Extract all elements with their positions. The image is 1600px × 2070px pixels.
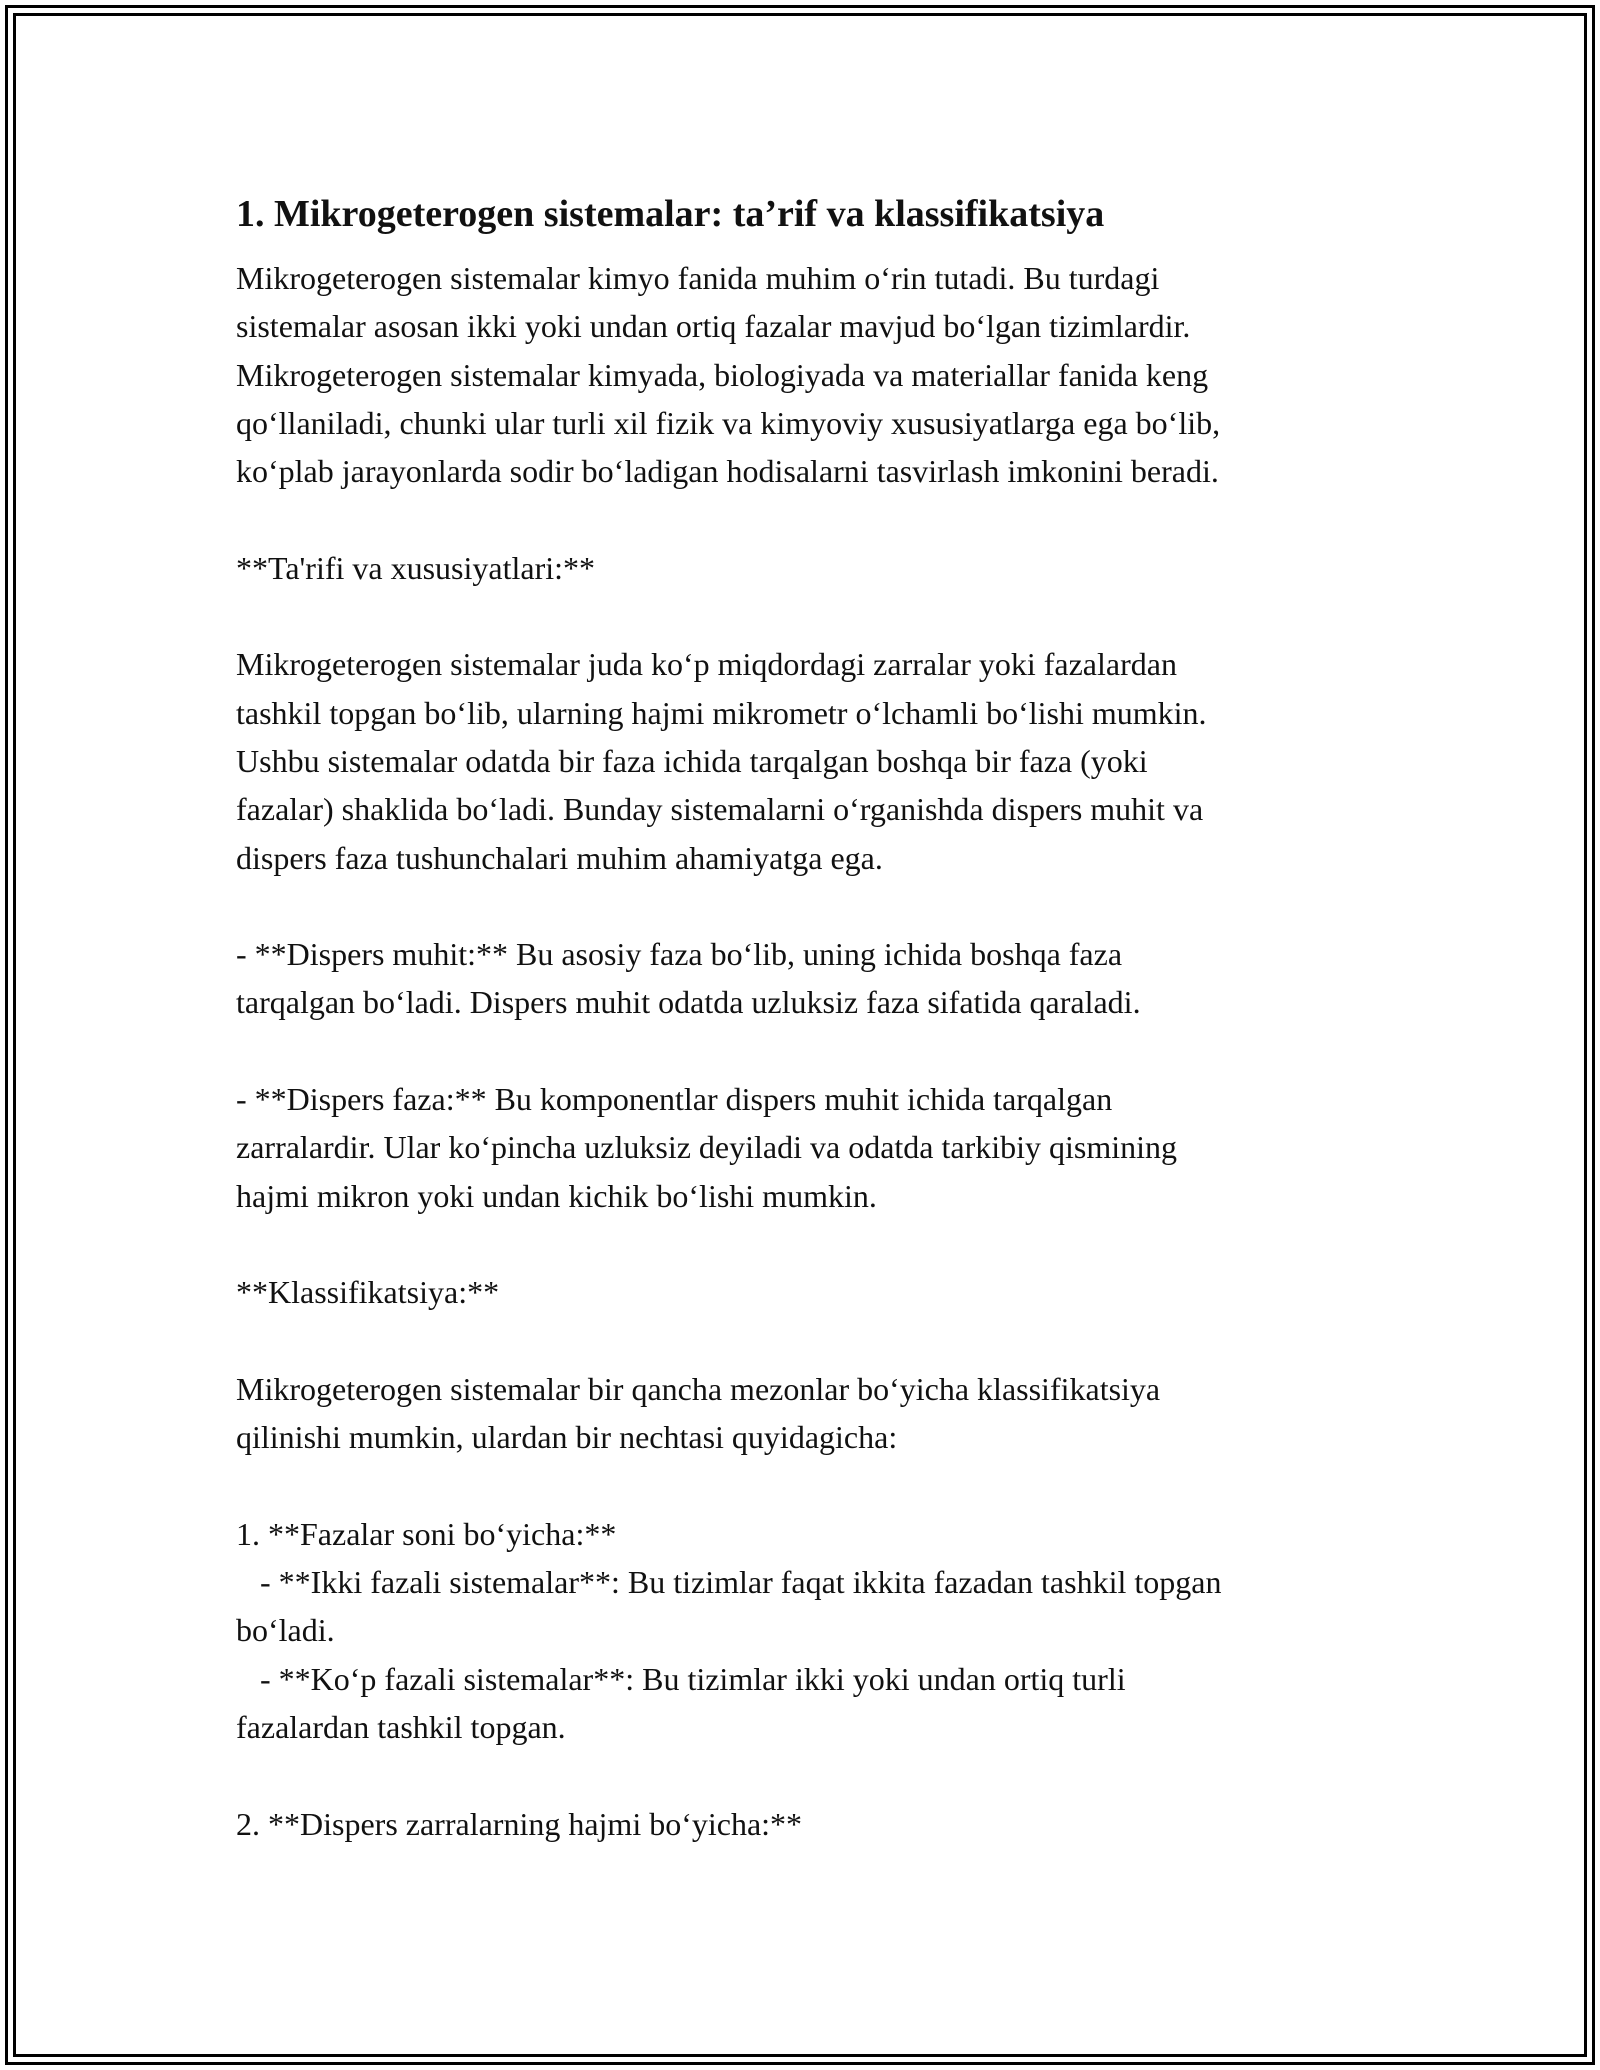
text-line: qilinishi mumkin, ulardan bir nechtasi quyidagicha: bbox=[236, 1419, 898, 1456]
text-line: Ushbu sistemalar odatda bir faza ichida tarqalgan boshqa bir faza (yoki bbox=[236, 742, 1148, 779]
document-text bbox=[236, 254, 1376, 1848]
text-line: fazalardan tashkil topgan. bbox=[236, 1708, 566, 1745]
text-line: **Ta'rifi va xususiyatlari:** bbox=[236, 549, 595, 586]
text-line: sistemalar asosan ikki yoki undan ortiq fazalar mavjud bo‘lgan tizimlardir. bbox=[236, 308, 1191, 345]
text-line: zarralardir. Ular ko‘pincha uzluksiz deyiladi va odatda tarkibiy qismining bbox=[236, 1129, 1178, 1166]
blank-line bbox=[236, 1751, 1376, 1799]
blank-line bbox=[236, 592, 1376, 640]
blank-line bbox=[236, 1317, 1376, 1365]
text-line: dispers faza tushunchalari muhim ahamiyatga ega. bbox=[236, 839, 883, 876]
text-line: qo‘llaniladi, chunki ular turli xil fizik va kimyoviy xususiyatlarga ega bo‘lib, bbox=[236, 404, 1221, 441]
text-line: 1. **Fazalar soni bo‘yicha:** bbox=[236, 1515, 617, 1552]
text-line: bo‘ladi. bbox=[236, 1612, 335, 1649]
blank-line bbox=[236, 882, 1376, 930]
text-line: tashkil topgan bo‘lib, ularning hajmi mikrometr o‘lchamli bo‘lishi mumkin. bbox=[236, 694, 1207, 731]
text-line: 2. **Dispers zarralarning hajmi bo‘yicha:** bbox=[236, 1805, 803, 1842]
text-line: Mikrogeterogen sistemalar kimyada, biologiyada va materiallar fanida keng bbox=[236, 356, 1209, 393]
text-line: tarqalgan bo‘ladi. Dispers muhit odatda uzluksiz faza sifatida qaraladi. bbox=[236, 984, 1141, 1021]
text-line: hajmi mikron yoki undan kichik bo‘lishi mumkin. bbox=[236, 1177, 877, 1214]
text-line: - **Dispers faza:** Bu komponentlar dispers muhit ichida tarqalgan bbox=[236, 1081, 1113, 1118]
text-line: fazalar) shaklida bo‘ladi. Bunday sistemalarni o‘rganishda dispers muhit va bbox=[236, 791, 1204, 828]
blank-line bbox=[236, 1027, 1376, 1075]
blank-line bbox=[236, 495, 1376, 543]
text-line: - **Dispers muhit:** Bu asosiy faza bo‘lib, uning ichida boshqa faza bbox=[236, 936, 1123, 973]
text-line: - **Ko‘p fazali sistemalar**: Bu tizimlar ikki yoki undan ortiq turli bbox=[236, 1660, 1126, 1697]
blank-line bbox=[236, 1220, 1376, 1268]
text-line: **Klassifikatsiya:** bbox=[236, 1274, 500, 1311]
blank-line bbox=[236, 1461, 1376, 1509]
section-heading: 1. Mikrogeterogen sistemalar: ta’rif va klassifikatsiya bbox=[236, 193, 1105, 235]
text-line: Mikrogeterogen sistemalar bir qancha mezonlar bo‘yicha klassifikatsiya bbox=[236, 1370, 1161, 1407]
text-line: Mikrogeterogen sistemalar kimyo fanida muhim o‘rin tutadi. Bu turdagi bbox=[236, 260, 1160, 296]
text-line: - **Ikki fazali sistemalar**: Bu tizimlar faqat ikkita fazadan tashkil topgan bbox=[236, 1564, 1222, 1601]
document-body bbox=[236, 186, 1376, 1848]
text-line: Mikrogeterogen sistemalar juda ko‘p miqdordagi zarralar yoki fazalardan bbox=[236, 646, 1177, 683]
text-line: ko‘plab jarayonlarda sodir bo‘ladigan hodisalarni tasvirlash imkonini beradi. bbox=[236, 453, 1219, 490]
